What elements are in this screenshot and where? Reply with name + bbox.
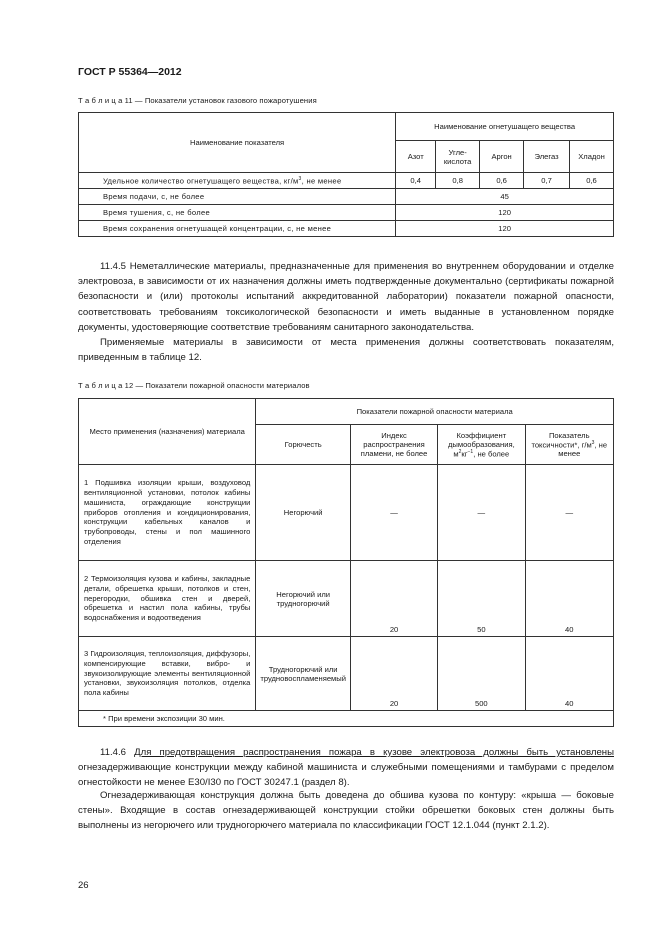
table-12-place-header: Место применения (назначения) материала (79, 399, 256, 465)
table-cell: 45 (396, 189, 614, 205)
paragraph-fire-barrier: Огнезадерживающая конструкция должна быть доведена до обшива кузова по контуру: «крыша — боковые стены». Входящие в состав огнезадерживающей конструкции стойки обрешетки боковых стен должны быть выполнены из негорючего или трудногорючего материала по классификации ГОСТ 12.1.044 (пункт 2.1.2). (78, 790, 614, 832)
table-row (79, 465, 614, 561)
smoke-cell: 50 (438, 561, 525, 637)
place-cell: 3 Гидроизоляция, теплоизоляция, диффузоры, компенсирующие вставки, вибро- и звукоизолирующие элементы вентиляционной установки, звукоизоляция потолков, отделка пола кабины (79, 637, 256, 711)
table-cell: 120 (396, 205, 614, 221)
table-12-group-header: Показатели пожарной опасности материала (256, 399, 614, 425)
table-11-caption: Т а б л и ц а 11 — Показатели установок газового пожаротушения (78, 96, 317, 105)
substance-header: Аргон (480, 141, 524, 173)
smoke-cell: — (438, 465, 525, 561)
table-11-substance-header: Наименование огнетушащего вещества (396, 113, 614, 141)
table-row (79, 205, 614, 221)
flame-index-header: Индекс распространения пламени, не более (350, 425, 437, 465)
table-row (79, 637, 614, 711)
document-header: ГОСТ Р 55364—2012 (78, 66, 182, 78)
toxicity-cell: 40 (525, 637, 613, 711)
row-label: Время подачи, с, не более (79, 189, 396, 205)
flammability-cell: Негорючий (256, 465, 351, 561)
smoke-header: Коэффициент дымообразования, $м^2кг^{-1}$, не более (438, 425, 525, 465)
table-12-footnote: * При времени экспозиции 30 мин. (79, 711, 614, 727)
table-row (79, 173, 614, 189)
flammability-header: Горючесть (256, 425, 351, 465)
row-label: Удельное количество огнетушащего вещества, $кг/м^3$, не менее (79, 173, 396, 189)
table-12 (78, 398, 614, 727)
table-row (79, 221, 614, 237)
table-cell: 120 (396, 221, 614, 237)
paragraph-11-4-5: 11.4.5 Неметаллические материалы, предназначенные для применения во внутреннем оборудовании и отделке электровоза, в зависимости от их назначения должны иметь подтвержденные документально (сертификаты пожарной безопасности и (или) протоколы испытаний аккредитованной лаборатории) показатели пожарной опасности, соответствовать требованиям токсикологической безопасности и иметь выданные в установленном порядке документы, удостоверяющие соответствие требованиям санитарного законодательства. (78, 261, 614, 333)
table-cell: 0,6 (480, 173, 524, 189)
table-row (79, 189, 614, 205)
flammability-cell: Трудногорючий или трудновоспламеняемый (256, 637, 351, 711)
flame-index-cell: — (350, 465, 437, 561)
table-row (79, 561, 614, 637)
table-11 (78, 112, 614, 237)
table-11-indicator-header: Наименование показателя (79, 113, 396, 173)
substance-header: Азот (396, 141, 436, 173)
place-cell: 2 Термоизоляция кузова и кабины, закладные детали, обрешетка крыши, потолков и стен, перегородки, обшивка стен и дверей, обрешетка и настил пола кабины, трубы водоснабжения и водоотведения (79, 561, 256, 637)
table-cell: 0,4 (396, 173, 436, 189)
table-cell: 0,6 (570, 173, 614, 189)
toxicity-header: Показатель токсичности*, $г/м^3$, не менее (525, 425, 613, 465)
flame-index-cell: 20 (350, 637, 437, 711)
paragraph-materials: Применяемые материалы в зависимости от места применения должны соответствовать показателям, приведенным в таблице 12. (78, 337, 614, 364)
paragraph-11-4-6: 11.4.6 Для предотвращения распространения пожара в кузове электровоза должны быть установлены огнезадерживающие конструкции между кабиной машиниста и служебными помещениями и тамбурами с пределом огнестойкости не менее Е30/I30 по ГОСТ 30247.1 (раздел 8). (78, 747, 614, 789)
row-label: Время сохранения огнетушащей концентрации, с, не менее (79, 221, 396, 237)
smoke-cell: 500 (438, 637, 525, 711)
substance-header: Элегаз (524, 141, 570, 173)
toxicity-cell: 40 (525, 561, 613, 637)
substance-header: Угле- кислота (436, 141, 480, 173)
page-number: 26 (78, 880, 89, 891)
flammability-cell: Негорючий или трудногорючий (256, 561, 351, 637)
row-label: Время тушения, с, не более (79, 205, 396, 221)
table-cell: 0,8 (436, 173, 480, 189)
place-cell: 1 Подшивка изоляции крыши, воздуховод вентиляционной установки, потолок кабины машиниста, ограждающие конструкции приборов отопления и кондиционирования, конструкции кабельных каналов и трубопроводы, стены и пол машинного отделения (79, 465, 256, 561)
table-12-caption: Т а б л и ц а 12 — Показатели пожарной опасности материалов (78, 381, 310, 390)
substance-header: Хладон (570, 141, 614, 173)
toxicity-cell: — (525, 465, 613, 561)
table-cell: 0,7 (524, 173, 570, 189)
flame-index-cell: 20 (350, 561, 437, 637)
